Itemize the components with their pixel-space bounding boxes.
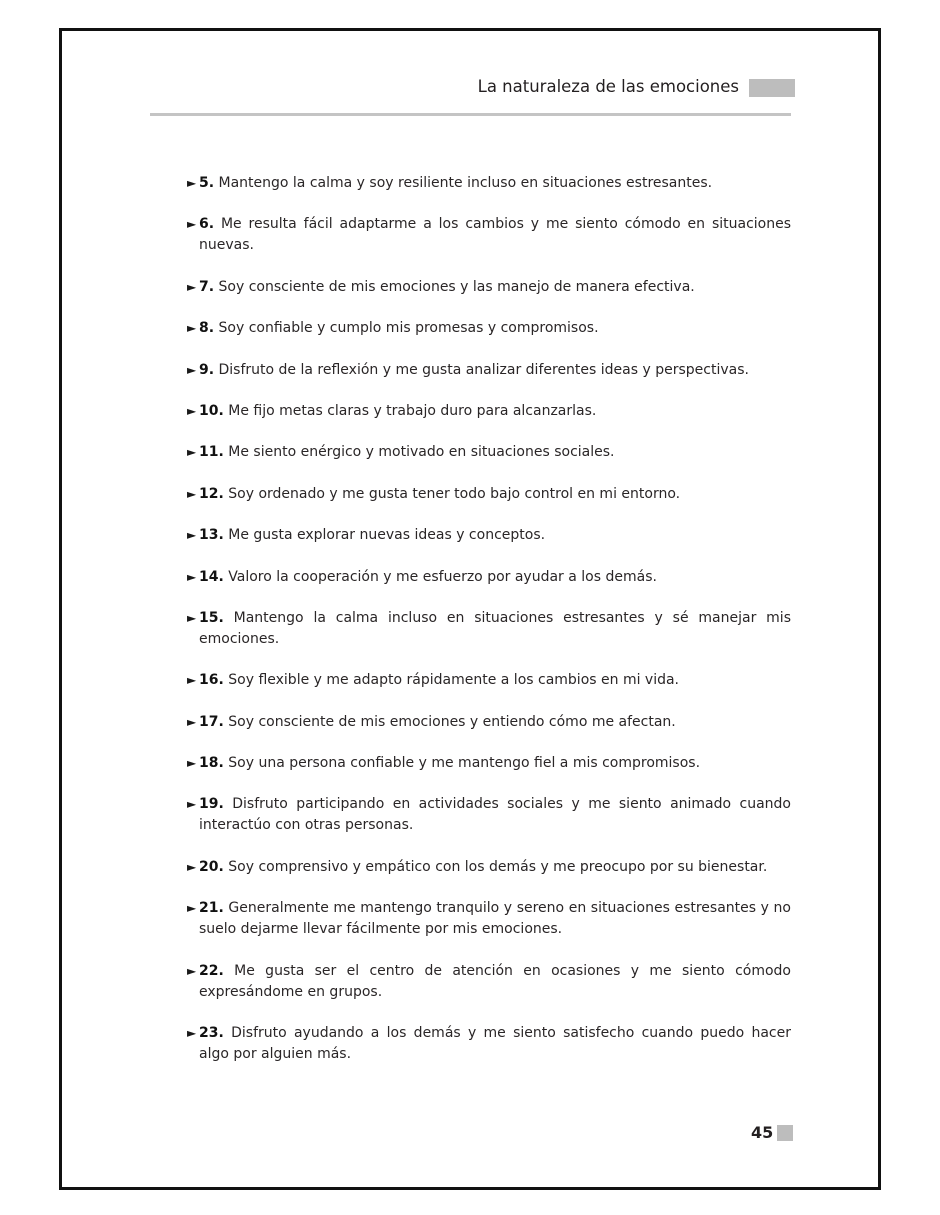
list-item <box>187 360 791 381</box>
list-item <box>187 442 791 463</box>
running-header <box>150 74 795 104</box>
triangle-bullet-icon: ► <box>187 279 197 294</box>
triangle-bullet-icon: ► <box>187 859 197 874</box>
list-item <box>187 608 791 650</box>
triangle-bullet-icon: ► <box>187 176 197 190</box>
item-number: 5. <box>199 175 215 191</box>
item-number: 22. <box>199 962 224 979</box>
item-number: 23. <box>199 1025 224 1042</box>
item-number: 11. <box>199 444 224 461</box>
triangle-bullet-icon: ► <box>187 403 197 418</box>
triangle-bullet-icon: ► <box>187 486 197 501</box>
list-item <box>187 525 791 546</box>
list-item <box>187 401 791 422</box>
page-number: 45 <box>751 1123 774 1142</box>
item-text: Mantengo la calma y soy resiliente incluso en situaciones estresantes. <box>214 175 713 191</box>
item-number: 21. <box>199 900 224 917</box>
list-item <box>187 318 791 339</box>
header-divider <box>150 113 791 116</box>
list-item <box>187 277 791 298</box>
item-text: Me gusta explorar nuevas ideas y conceptos. <box>223 527 546 544</box>
triangle-bullet-icon: ► <box>187 963 197 978</box>
item-text: Soy consciente de mis emociones y entiendo cómo me afectan. <box>223 713 676 730</box>
item-number: 15. <box>199 609 224 626</box>
header-accent-block <box>749 79 795 97</box>
item-number: 20. <box>199 858 224 875</box>
item-text: Soy comprensivo y empático con los demás y me preocupo por su bienestar. <box>223 858 768 875</box>
triangle-bullet-icon: ► <box>187 445 197 460</box>
list-item <box>187 794 791 836</box>
header-title: La naturaleza de las emociones <box>477 77 739 96</box>
list-item <box>187 1023 791 1065</box>
item-number: 16. <box>199 672 224 689</box>
list-item <box>187 961 791 1003</box>
item-number: 9. <box>199 361 215 378</box>
triangle-bullet-icon: ► <box>187 901 197 916</box>
item-text: Soy confiable y cumplo mis promesas y compromisos. <box>214 320 599 337</box>
triangle-bullet-icon: ► <box>187 569 197 584</box>
triangle-bullet-icon: ► <box>187 321 197 336</box>
item-number: 17. <box>199 713 224 730</box>
triangle-bullet-icon: ► <box>187 610 197 625</box>
triangle-bullet-icon: ► <box>187 797 197 812</box>
item-text: Disfruto participando en actividades sociales y me siento animado cuando interactúo con otras personas. <box>199 796 791 834</box>
item-number: 6. <box>199 216 215 233</box>
triangle-bullet-icon: ► <box>187 756 197 771</box>
item-number: 14. <box>199 568 224 585</box>
item-number: 19. <box>199 796 224 813</box>
triangle-bullet-icon: ► <box>187 673 197 688</box>
page-number-accent-block <box>777 1125 793 1141</box>
list-item <box>187 484 791 505</box>
item-number: 8. <box>199 320 215 337</box>
item-number: 13. <box>199 527 224 544</box>
list-item <box>187 712 791 733</box>
triangle-bullet-icon: ► <box>187 714 197 729</box>
item-number: 12. <box>199 485 224 502</box>
triangle-bullet-icon: ► <box>187 1026 197 1041</box>
list-item <box>187 214 791 256</box>
item-text: Me fijo metas claras y trabajo duro para alcanzarlas. <box>223 402 597 419</box>
list-item <box>187 857 791 878</box>
triangle-bullet-icon: ► <box>187 362 197 377</box>
item-text: Disfruto de la reflexión y me gusta analizar diferentes ideas y perspectivas. <box>214 361 749 378</box>
item-text: Soy consciente de mis emociones y las manejo de manera efectiva. <box>214 278 695 295</box>
list-item <box>187 898 791 940</box>
item-text: Generalmente me mantengo tranquilo y sereno en situaciones estresantes y no suelo dejarme llevar fácilmente por mis emociones. <box>199 900 791 938</box>
item-text: Soy una persona confiable y me mantengo fiel a mis compromisos. <box>223 755 701 772</box>
list-item <box>187 670 791 691</box>
item-text: Me siento enérgico y motivado en situaciones sociales. <box>223 444 615 461</box>
questionnaire-list <box>187 173 791 1085</box>
list-item <box>187 567 791 588</box>
item-number: 7. <box>199 278 215 295</box>
item-text: Me resulta fácil adaptarme a los cambios y me siento cómodo en situaciones nuevas. <box>199 216 791 254</box>
list-item <box>187 173 791 194</box>
item-number: 18. <box>199 755 224 772</box>
item-number: 10. <box>199 402 224 419</box>
item-text: Valoro la cooperación y me esfuerzo por ayudar a los demás. <box>223 568 657 585</box>
triangle-bullet-icon: ► <box>187 528 197 543</box>
item-text: Soy flexible y me adapto rápidamente a los cambios en mi vida. <box>223 672 680 689</box>
item-text: Me gusta ser el centro de atención en ocasiones y me siento cómodo expresándome en grupos. <box>199 962 791 1000</box>
triangle-bullet-icon: ► <box>187 217 197 232</box>
item-text: Soy ordenado y me gusta tener todo bajo control en mi entorno. <box>223 485 681 502</box>
item-text: Mantengo la calma incluso en situaciones estresantes y sé manejar mis emociones. <box>199 609 791 647</box>
list-item <box>187 753 791 774</box>
item-text: Disfruto ayudando a los demás y me siento satisfecho cuando puedo hacer algo por alguien más. <box>199 1025 791 1063</box>
